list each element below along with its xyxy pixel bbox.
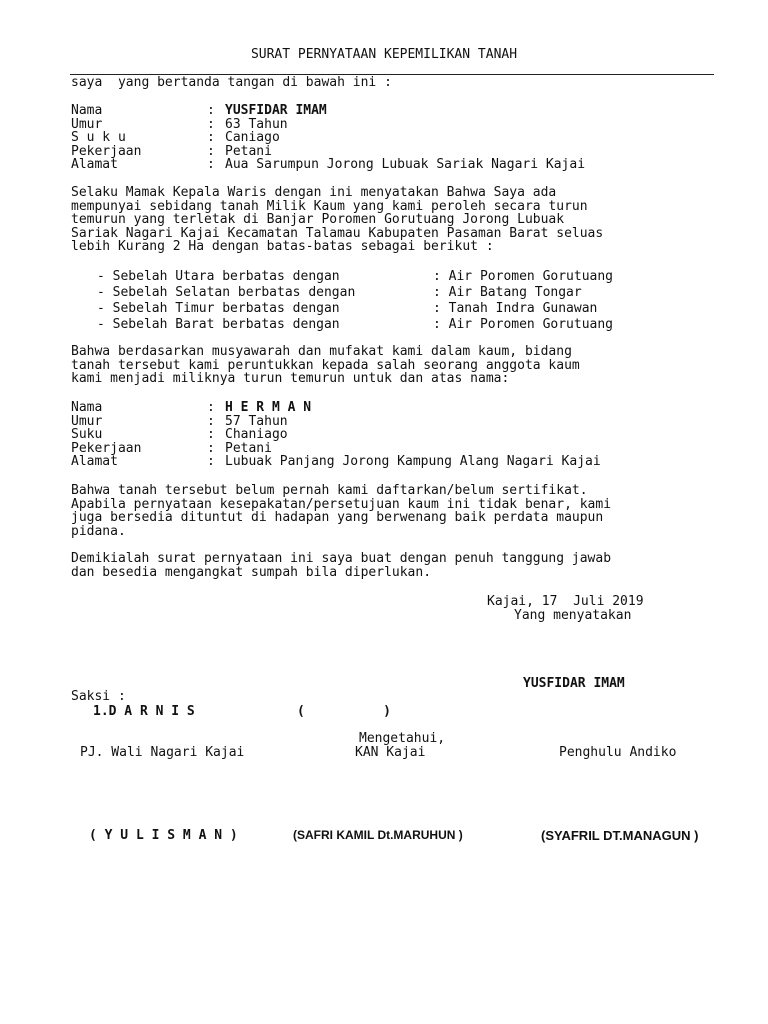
- field-colon: :: [207, 440, 215, 456]
- field-value: 57 Tahun: [225, 413, 288, 429]
- field-label: Suku: [71, 427, 103, 443]
- paragraph-line: juga bersedia dituntut di hadapan yang berwenang baik perdata maupun: [71, 510, 604, 526]
- field-colon: :: [207, 130, 215, 146]
- field-colon: :: [207, 116, 215, 132]
- field-colon: :: [207, 103, 215, 118]
- field-label: Pekerjaan: [71, 143, 142, 159]
- paragraph-line: Demikialah surat pernyataan ini saya buat dengan penuh tanggung jawab: [71, 551, 612, 566]
- field-value: Lubuak Panjang Jorong Kampung Alang Nagari Kajai: [225, 454, 601, 470]
- paragraph-line: dan besedia mengangkat sumpah bila diperlukan.: [71, 564, 432, 580]
- field-colon: :: [207, 427, 215, 443]
- field-colon: :: [207, 400, 215, 415]
- witness-label: Saksi :: [71, 689, 126, 704]
- field-label: S u k u: [71, 130, 126, 146]
- boundary-label: - Sebelah Selatan berbatas dengan: [97, 285, 356, 300]
- field-label: Alamat: [71, 157, 118, 173]
- field-value: Caniago: [225, 130, 280, 146]
- boundary-value: : Air Batang Tongar: [433, 285, 582, 300]
- place-date: Kajai, 17 Juli 2019: [487, 594, 644, 609]
- declarant-signature-name: YUSFIDAR IMAM: [523, 676, 625, 691]
- boundary-label: - Sebelah Utara berbatas dengan: [97, 269, 340, 284]
- field-colon: :: [207, 454, 215, 470]
- field-label: Alamat: [71, 454, 118, 470]
- paragraph-line: kami menjadi miliknya turun temurun untuk dan atas nama:: [71, 371, 510, 387]
- official-title-kan: KAN Kajai: [355, 745, 426, 760]
- field-label: Umur: [71, 413, 103, 429]
- paragraph-line: mempunyai sebidang tanah Milik Kaum yang kami peroleh secara turun: [71, 198, 588, 214]
- boundary-value: : Air Poromen Gorutuang: [433, 317, 614, 332]
- field-label: Nama: [71, 400, 103, 415]
- witness-signature-bracket: ( ): [297, 704, 391, 719]
- boundary-value: : Air Poromen Gorutuang: [433, 269, 614, 284]
- paragraph-line: lebih Kurang 2 Ha dengan batas-batas sebagai berikut :: [71, 239, 494, 255]
- field-value: Petani: [225, 143, 272, 159]
- field-value: 63 Tahun: [225, 116, 288, 132]
- field-colon: :: [207, 143, 215, 159]
- document-title: SURAT PERNYATAAN KEPEMILIKAN TANAH: [250, 47, 518, 62]
- boundary-label: - Sebelah Timur berbatas dengan: [97, 301, 340, 316]
- declarant-name: YUSFIDAR IMAM: [225, 103, 327, 118]
- field-value: Petani: [225, 440, 272, 456]
- paragraph-line: Bahwa berdasarkan musyawarah dan mufakat kami dalam kaum, bidang: [71, 344, 572, 359]
- field-value: Chaniago: [225, 427, 288, 443]
- paragraph-line: pidana.: [71, 523, 126, 539]
- acknowledged-label: Mengetahui,: [359, 731, 446, 746]
- official-name-wali-nagari: ( Y U L I S M A N ): [89, 828, 238, 843]
- witness-name: 1.D A R N I S: [93, 704, 195, 719]
- paragraph-line: Selaku Mamak Kepala Waris dengan ini menyatakan Bahwa Saya ada: [71, 185, 557, 200]
- official-title-wali-nagari: PJ. Wali Nagari Kajai: [80, 745, 245, 760]
- field-label: Umur: [71, 116, 103, 132]
- paragraph-line: tanah tersebut kami peruntukkan kepada salah seorang anggota kaum: [71, 357, 580, 373]
- paragraph-line: Apabila pernyataan kesepakatan/persetujuan kaum ini tidak benar, kami: [71, 496, 612, 512]
- intro-line: saya yang bertanda tangan di bawah ini :: [71, 75, 392, 90]
- declarant-label: Yang menyatakan: [514, 607, 632, 623]
- recipient-name: H E R M A N: [225, 400, 312, 415]
- boundary-value: : Tanah Indra Gunawan: [433, 301, 598, 316]
- field-value: Aua Sarumpun Jorong Lubuak Sariak Nagari Kajai: [225, 157, 586, 173]
- field-label: Nama: [71, 103, 103, 118]
- official-title-penghulu: Penghulu Andiko: [559, 745, 677, 760]
- official-name-penghulu: (SYAFRIL DT.MANAGUN ): [541, 828, 699, 843]
- field-colon: :: [207, 413, 215, 429]
- paragraph-line: temurun yang terletak di Banjar Poromen Gorutuang Jorong Lubuak: [71, 212, 565, 228]
- boundary-label: - Sebelah Barat berbatas dengan: [97, 317, 340, 332]
- paragraph-line: Bahwa tanah tersebut belum pernah kami daftarkan/belum sertifikat.: [71, 483, 588, 498]
- paragraph-line: Sariak Nagari Kajai Kecamatan Talamau Kabupaten Pasaman Barat seluas: [71, 225, 604, 241]
- official-name-kan: (SAFRI KAMIL Dt.MARUHUN ): [293, 828, 463, 842]
- field-colon: :: [207, 157, 215, 173]
- field-label: Pekerjaan: [71, 440, 142, 456]
